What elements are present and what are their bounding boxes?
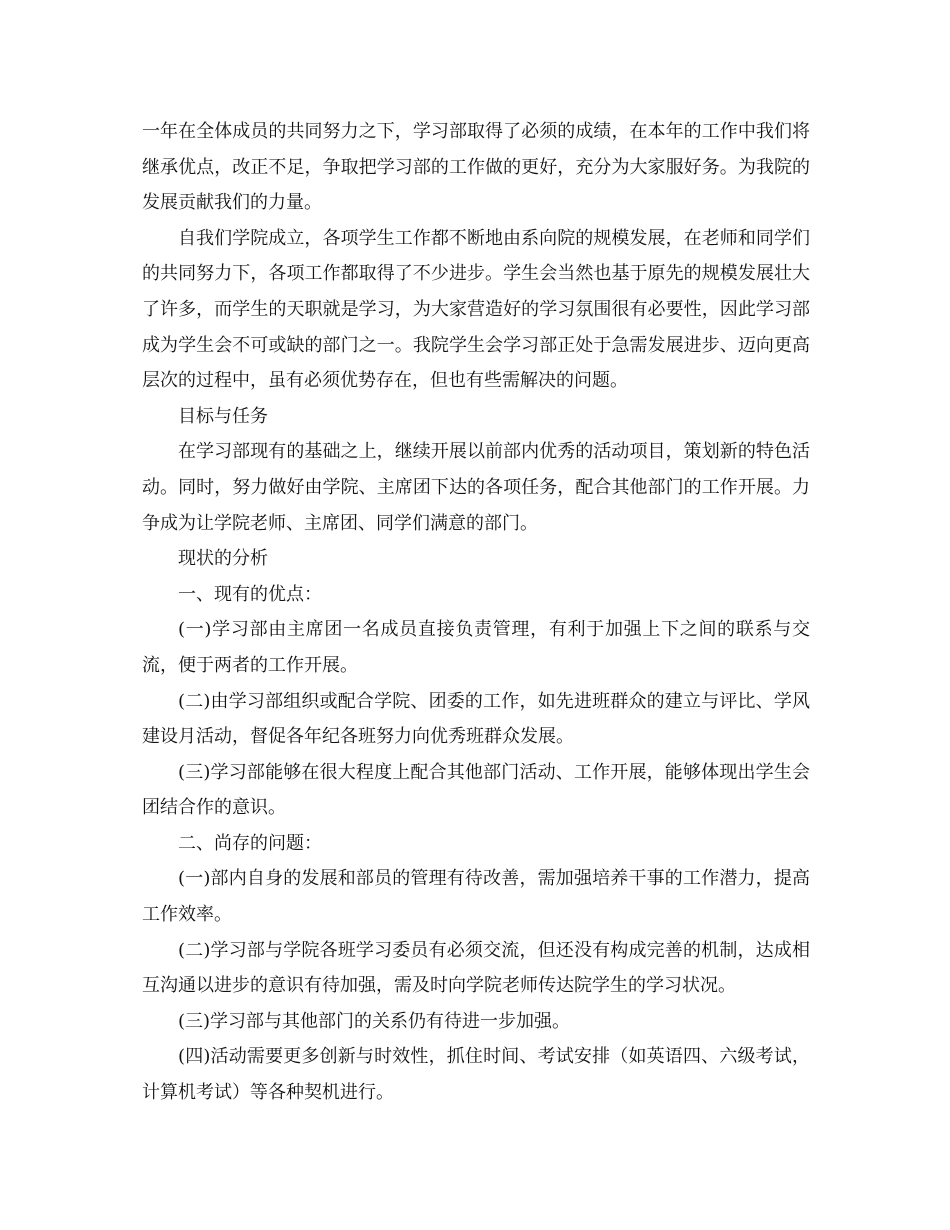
heading-goals: 目标与任务: [178, 405, 268, 427]
list-item-strength-1: (一)学习部由主席团一名成员直接负责管理，有利于加强上下之间的联系与交流，便于两者的工作开展。: [142, 619, 810, 676]
list-item-strength-2: (二)由学习部组织或配合学院、团委的工作，如先进班群众的建立与评比、学风建设月活动，督促各年纪各班努力向优秀班群众发展。: [142, 690, 810, 748]
list-item-problem-4: (四)活动需要更多创新与时效性，抓住时间、考试安排（如英语四、六级考试，计算机考试）等各种契机进行。: [142, 1046, 810, 1104]
paragraph-goals: 在学习部现有的基础之上，继续开展以前部内优秀的活动项目，策划新的特色活动。同时，努力做好由学院、主席团下达的各项任务，配合其他部门的工作开展。力争成为让学院老师、主席团、同学们满意的部门。: [142, 441, 810, 534]
list-item-problem-3: (三)学习部与其他部门的关系仍有待进一步加强。: [178, 1010, 571, 1032]
list-item-problem-1: (一)部内自身的发展和部员的管理有待改善，需加强培养干事的工作潜力，提高工作效率。: [142, 868, 810, 926]
list-item-strength-3: (三)学习部能够在很大程度上配合其他部门活动、工作开展，能够体现出学生会团结合作的意识。: [142, 761, 810, 819]
paragraph-intro: 一年在全体成员的共同努力之下，学习部取得了必须的成绩，在本年的工作中我们将继承优点，改正不足，争取把学习部的工作做的更好，充分为大家服好务。为我院的发展贡献我们的力量。: [142, 121, 810, 214]
heading-analysis: 现状的分析: [178, 548, 268, 570]
heading-problems: 二、尚存的问题：: [178, 832, 322, 854]
document-body: [142, 114, 810, 1111]
heading-strengths: 一、现有的优点：: [178, 583, 322, 605]
list-item-problem-2: (二)学习部与学院各班学习委员有必须交流，但还没有构成完善的机制，达成相互沟通以进步的意识有待加强，需及时向学院老师传达院学生的学习状况。: [142, 939, 810, 997]
paragraph-background: 自我们学院成立，各项学生工作都不断地由系向院的规模发展，在老师和同学们的共同努力下，各项工作都取得了不少进步。学生会当然也基于原先的规模发展壮大了许多，而学生的天职就是学习，为大家营造好的学习氛围很有必要性，因此学习部成为学生会不可或缺的部门之一。我院学生会学习部正处于急需发展进步、迈向更高层次的过程中，虽有必须优势存在，但也有些需解决的问题。: [142, 227, 810, 392]
